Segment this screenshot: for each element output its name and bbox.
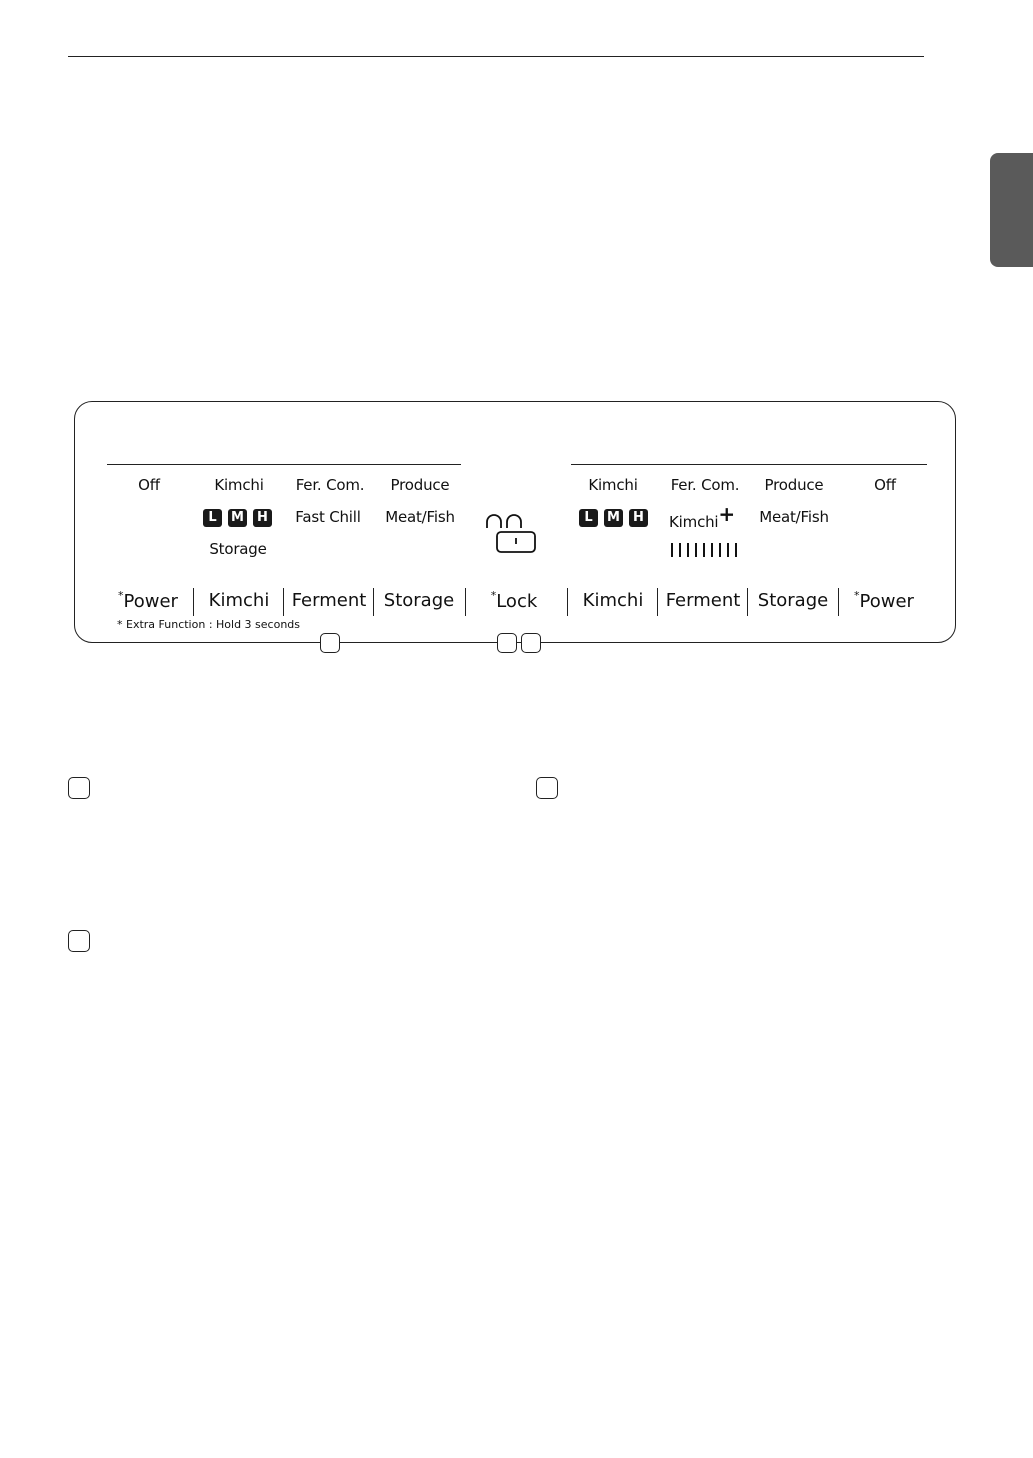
level-m-chip: M <box>228 509 247 527</box>
power-button-left[interactable] <box>104 590 192 612</box>
right-kimchi-indicator: Kimchi <box>588 476 638 494</box>
ferment-bar <box>679 543 681 557</box>
lock-label: Lock <box>496 591 538 612</box>
storage-label: Storage <box>383 590 455 611</box>
kimchi-button-right[interactable] <box>569 590 657 611</box>
extra-function-note: * Extra Function : Hold 3 seconds <box>117 618 301 631</box>
button-separator <box>747 588 748 616</box>
button-separator <box>465 588 466 616</box>
ferment-label: Ferment <box>291 590 367 611</box>
ferment-progress-bars <box>671 543 737 557</box>
ferment-bar <box>735 543 737 557</box>
ferment-bar <box>687 543 689 557</box>
button-separator <box>657 588 658 616</box>
button-separator <box>838 588 839 616</box>
left-storage-indicator: Storage <box>209 540 267 558</box>
right-meat-fish-indicator: Meat/Fish <box>759 508 829 526</box>
left-display-rule <box>107 464 461 465</box>
control-panel-diagram <box>74 401 956 643</box>
kimchi-label: Kimchi <box>582 590 644 611</box>
left-fercom-indicator: Fer. Com. <box>295 476 365 494</box>
kimchi-label: Kimchi <box>208 590 270 611</box>
extra-function-star: * <box>118 589 124 602</box>
storage-button-right[interactable] <box>749 590 837 611</box>
ferment-bar <box>711 543 713 557</box>
section-marker-icon <box>68 777 90 799</box>
right-off-indicator: Off <box>874 476 896 494</box>
kimchi-button-left[interactable] <box>195 590 283 611</box>
right-display-rule <box>571 464 927 465</box>
lock-button[interactable] <box>470 590 558 612</box>
left-meat-fish-indicator: Meat/Fish <box>385 508 455 526</box>
lock-icon <box>485 512 541 556</box>
power-label: Power <box>123 591 178 612</box>
left-kimchi-indicator: Kimchi <box>214 476 264 494</box>
left-produce-indicator: Produce <box>390 476 450 494</box>
power-label: Power <box>859 591 914 612</box>
level-h-chip: H <box>253 509 272 527</box>
right-fercom-indicator: Fer. Com. <box>670 476 740 494</box>
storage-label: Storage <box>757 590 829 611</box>
extra-function-star: * <box>490 589 497 602</box>
right-level-chips <box>579 509 648 527</box>
callout-box-icon <box>521 633 541 653</box>
button-separator <box>567 588 568 616</box>
section-marker-icon <box>68 930 90 952</box>
level-m-chip: M <box>604 509 623 527</box>
callout-box-icon <box>320 633 340 653</box>
ferment-bar <box>703 543 705 557</box>
button-row <box>75 588 957 618</box>
ferment-bar <box>719 543 721 557</box>
button-separator <box>283 588 284 616</box>
ferment-bar <box>727 543 729 557</box>
ferment-bar <box>695 543 697 557</box>
callout-box-icon <box>497 633 517 653</box>
level-h-chip: H <box>629 509 648 527</box>
section-marker-icon <box>536 777 558 799</box>
ferment-label: Ferment <box>665 590 741 611</box>
level-l-chip: L <box>203 509 222 527</box>
extra-function-star: * <box>854 589 860 602</box>
button-separator <box>373 588 374 616</box>
left-level-chips <box>203 509 272 527</box>
level-l-chip: L <box>579 509 598 527</box>
storage-button-left[interactable] <box>375 590 463 611</box>
left-fast-chill-indicator: Fast Chill <box>295 508 361 526</box>
left-off-indicator: Off <box>138 476 160 494</box>
ferment-bar <box>671 543 673 557</box>
button-separator <box>193 588 194 616</box>
kimchi-plus-label: Kimchi <box>669 513 719 531</box>
ferment-button-left[interactable] <box>285 590 373 611</box>
power-button-right[interactable] <box>840 590 928 612</box>
right-produce-indicator: Produce <box>764 476 824 494</box>
plus-icon: + <box>718 502 735 526</box>
header-rule <box>68 56 924 57</box>
side-tab <box>990 153 1033 267</box>
ferment-button-right[interactable] <box>659 590 747 611</box>
